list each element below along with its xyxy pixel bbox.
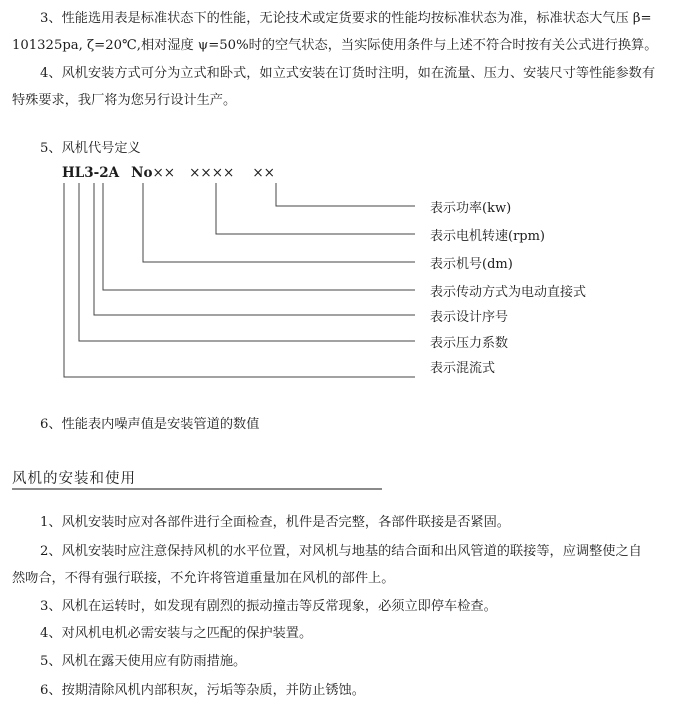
section-divider: [12, 488, 382, 490]
machine-number-placeholder: ××: [152, 165, 176, 181]
install-item-5: 5、风机在露天使用应有防雨措施。: [40, 654, 247, 669]
leader-design-serial: [94, 183, 415, 315]
perf-note-3-line2: 101325pa, ζ=20℃,相对湿度 ψ=50%时的空气状态，当实际使用条件与上述不符合时按有关公式进行换算。: [12, 38, 658, 53]
leader-machine-number: [143, 183, 415, 262]
install-item-3: 3、风机在运转时，如发现有剧烈的振动撞击等反常现象，必须立即停车检查。: [40, 599, 497, 614]
leader-mixed-flow: [64, 183, 415, 377]
install-item-1: 1、风机安装时应对各部件进行全面检查，机件是否完整，各部件联接是否紧固。: [40, 515, 510, 530]
perf-note-4-line1: 4、风机安装方式可分为立式和卧式，如立式安装在订货时注明，如在流量、压力、安装尺寸等性能参数有: [40, 66, 656, 81]
leader-power: [276, 183, 415, 206]
label-machine-number: 表示机号(dm): [430, 257, 513, 272]
install-item-4: 4、对风机电机必需安装与之匹配的保护装置。: [40, 626, 313, 641]
model-prefix: HL3-2A: [62, 165, 120, 181]
label-design-serial: 表示设计序号: [430, 310, 509, 325]
perf-note-3-line1: 3、性能选用表是标准状态下的性能，无论技术或定货要求的性能均按标准状态为准，标准状态大气压 β=: [40, 11, 652, 26]
label-power: 表示功率(kw): [430, 201, 512, 216]
leader-drive-type: [103, 183, 415, 290]
perf-note-4-line2: 特殊要求，我厂将为您另行设计生产。: [12, 93, 237, 108]
install-item-6: 6、按期清除风机内部积灰，污垢等杂质，并防止锈蚀。: [40, 683, 365, 698]
install-item-2-line2: 然吻合，不得有强行联接，不允许将管道重量加在风机的部件上。: [12, 571, 395, 586]
label-mixed-flow: 表示混流式: [430, 361, 496, 376]
section-title: 风机的安装和使用: [12, 471, 136, 487]
label-drive-type: 表示传动方式为电动直接式: [430, 285, 587, 300]
label-pressure-coefficient: 表示压力系数: [430, 336, 509, 351]
model-no: No: [131, 165, 153, 181]
model-code-heading: 5、风机代号定义: [40, 141, 141, 156]
speed-placeholder: ××××: [189, 165, 235, 181]
label-speed: 表示电机转速(rpm): [430, 229, 546, 244]
leader-speed: [216, 183, 415, 234]
power-placeholder: ××: [252, 165, 275, 181]
install-item-2-line1: 2、风机安装时应注意保持风机的水平位置，对风机与地基的结合面和出风管道的联接等，应调整使之自: [40, 544, 642, 559]
perf-note-6: 6、性能表内噪声值是安装管道的数值: [40, 417, 260, 432]
